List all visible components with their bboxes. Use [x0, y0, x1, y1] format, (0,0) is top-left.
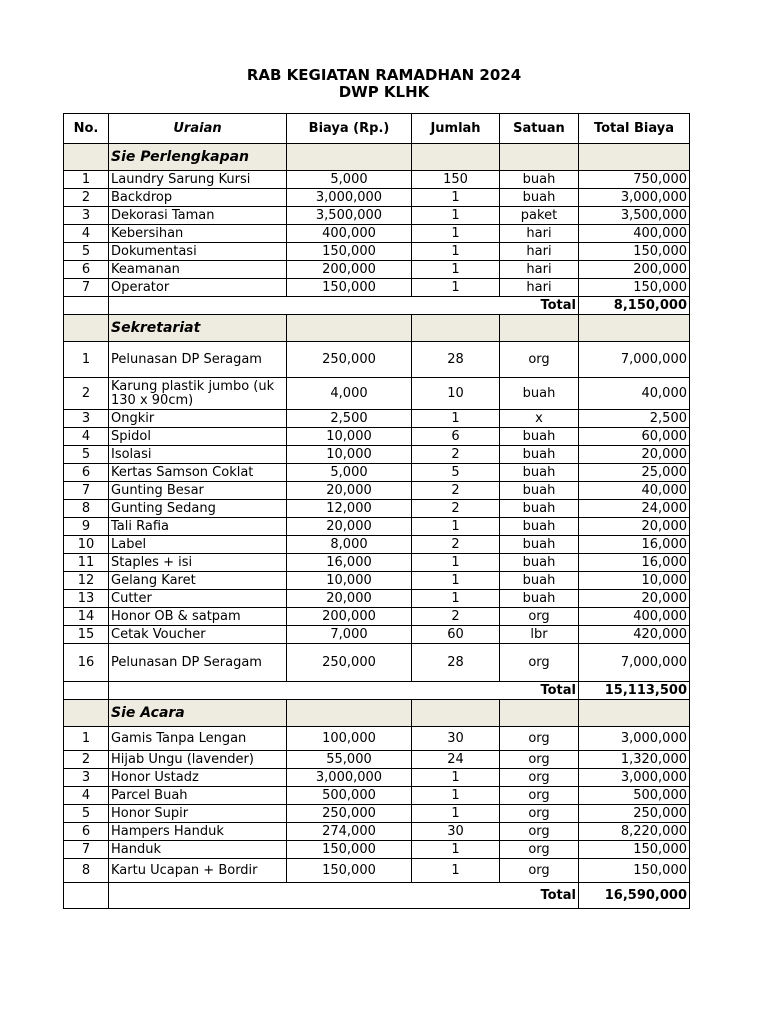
- item-no: 11: [64, 554, 109, 572]
- item-satuan: buah: [500, 590, 579, 608]
- item-jumlah: 1: [412, 805, 500, 823]
- document-subtitle: DWP KLHK: [338, 83, 430, 101]
- item-biaya: 8,000: [287, 536, 412, 554]
- item-uraian: Honor Supir: [109, 805, 287, 823]
- table-row: [64, 207, 690, 225]
- item-total: 7,000,000: [579, 342, 690, 378]
- table-header-row: [64, 114, 690, 144]
- budget-table: [63, 113, 690, 909]
- item-no: 5: [64, 243, 109, 261]
- item-total: 400,000: [579, 608, 690, 626]
- item-total: 400,000: [579, 225, 690, 243]
- section-header-row: [64, 144, 690, 171]
- item-biaya: 400,000: [287, 225, 412, 243]
- item-jumlah: 1: [412, 518, 500, 536]
- item-jumlah: 1: [412, 841, 500, 859]
- item-uraian: Honor OB & satpam: [109, 608, 287, 626]
- item-uraian: Label: [109, 536, 287, 554]
- item-no: 1: [64, 727, 109, 751]
- section-total-value: 8,150,000: [579, 297, 690, 315]
- item-no: 4: [64, 225, 109, 243]
- item-no: 3: [64, 769, 109, 787]
- section-empty-cell: [412, 144, 500, 171]
- item-satuan: org: [500, 805, 579, 823]
- item-biaya: 20,000: [287, 482, 412, 500]
- table-body: [64, 144, 690, 909]
- table-row: [64, 608, 690, 626]
- table-row: [64, 626, 690, 644]
- table-row: [64, 261, 690, 279]
- item-satuan: buah: [500, 500, 579, 518]
- item-jumlah: 1: [412, 787, 500, 805]
- item-uraian: Pelunasan DP Seragam: [109, 342, 287, 378]
- item-satuan: hari: [500, 243, 579, 261]
- item-jumlah: 1: [412, 769, 500, 787]
- item-biaya: 500,000: [287, 787, 412, 805]
- item-satuan: buah: [500, 378, 579, 410]
- item-satuan: org: [500, 823, 579, 841]
- item-uraian: Parcel Buah: [109, 787, 287, 805]
- item-satuan: buah: [500, 171, 579, 189]
- item-jumlah: 1: [412, 590, 500, 608]
- item-satuan: org: [500, 644, 579, 682]
- item-biaya: 10,000: [287, 428, 412, 446]
- section-empty-cell: [287, 315, 412, 342]
- item-no: 3: [64, 410, 109, 428]
- item-no: 6: [64, 464, 109, 482]
- item-uraian: Gunting Besar: [109, 482, 287, 500]
- item-total: 2,500: [579, 410, 690, 428]
- item-total: 7,000,000: [579, 644, 690, 682]
- table-row: [64, 590, 690, 608]
- table-row: [64, 823, 690, 841]
- table-row: [64, 805, 690, 823]
- item-jumlah: 2: [412, 608, 500, 626]
- item-uraian: Staples + isi: [109, 554, 287, 572]
- header-total-biaya: Total Biaya: [579, 114, 690, 144]
- item-uraian: Spidol: [109, 428, 287, 446]
- item-jumlah: 1: [412, 261, 500, 279]
- item-biaya: 12,000: [287, 500, 412, 518]
- item-satuan: buah: [500, 554, 579, 572]
- item-total: 750,000: [579, 171, 690, 189]
- item-no: 13: [64, 590, 109, 608]
- item-uraian: Dekorasi Taman: [109, 207, 287, 225]
- item-total: 40,000: [579, 378, 690, 410]
- item-uraian: Hijab Ungu (lavender): [109, 751, 287, 769]
- item-total: 250,000: [579, 805, 690, 823]
- item-total: 1,320,000: [579, 751, 690, 769]
- item-biaya: 2,500: [287, 410, 412, 428]
- item-biaya: 55,000: [287, 751, 412, 769]
- item-uraian: Tali Rafia: [109, 518, 287, 536]
- item-biaya: 5,000: [287, 171, 412, 189]
- item-no: 2: [64, 189, 109, 207]
- item-biaya: 3,500,000: [287, 207, 412, 225]
- header-satuan: Satuan: [500, 114, 579, 144]
- header-uraian: Uraian: [109, 114, 287, 144]
- table-row: [64, 787, 690, 805]
- item-jumlah: 28: [412, 342, 500, 378]
- item-total: 200,000: [579, 261, 690, 279]
- section-empty-cell: [579, 700, 690, 727]
- item-biaya: 200,000: [287, 261, 412, 279]
- item-biaya: 200,000: [287, 608, 412, 626]
- section-empty-cell: [412, 315, 500, 342]
- item-biaya: 3,000,000: [287, 189, 412, 207]
- item-satuan: buah: [500, 189, 579, 207]
- total-empty-no: [64, 883, 109, 909]
- item-jumlah: 150: [412, 171, 500, 189]
- item-biaya: 150,000: [287, 859, 412, 883]
- item-no: 6: [64, 823, 109, 841]
- item-satuan: x: [500, 410, 579, 428]
- item-uraian: Karung plastik jumbo (uk 130 x 90cm): [109, 378, 287, 410]
- section-empty-cell: [500, 700, 579, 727]
- item-satuan: org: [500, 841, 579, 859]
- item-no: 8: [64, 859, 109, 883]
- item-biaya: 250,000: [287, 342, 412, 378]
- item-uraian: Ongkir: [109, 410, 287, 428]
- item-total: 150,000: [579, 841, 690, 859]
- total-empty-no: [64, 682, 109, 700]
- table-row: [64, 428, 690, 446]
- item-biaya: 10,000: [287, 572, 412, 590]
- section-header-row: [64, 315, 690, 342]
- item-biaya: 250,000: [287, 805, 412, 823]
- item-satuan: buah: [500, 518, 579, 536]
- item-no: 5: [64, 446, 109, 464]
- item-uraian: Kebersihan: [109, 225, 287, 243]
- item-biaya: 274,000: [287, 823, 412, 841]
- table-row: [64, 410, 690, 428]
- item-jumlah: 30: [412, 823, 500, 841]
- item-no: 1: [64, 171, 109, 189]
- item-no: 1: [64, 342, 109, 378]
- header-biaya: Biaya (Rp.): [287, 114, 412, 144]
- section-empty-cell: [287, 700, 412, 727]
- item-no: 7: [64, 841, 109, 859]
- item-jumlah: 1: [412, 572, 500, 590]
- item-biaya: 150,000: [287, 841, 412, 859]
- section-total-row: [64, 297, 690, 315]
- table-row: [64, 342, 690, 378]
- item-jumlah: 60: [412, 626, 500, 644]
- table-row: [64, 554, 690, 572]
- item-total: 3,000,000: [579, 769, 690, 787]
- table-row: [64, 644, 690, 682]
- item-total: 420,000: [579, 626, 690, 644]
- item-uraian: Cetak Voucher: [109, 626, 287, 644]
- section-no-cell: [64, 700, 109, 727]
- item-jumlah: 2: [412, 482, 500, 500]
- item-biaya: 3,000,000: [287, 769, 412, 787]
- item-biaya: 20,000: [287, 518, 412, 536]
- item-uraian: Laundry Sarung Kursi: [109, 171, 287, 189]
- section-total-row: [64, 682, 690, 700]
- item-total: 60,000: [579, 428, 690, 446]
- item-satuan: buah: [500, 464, 579, 482]
- section-header-row: [64, 700, 690, 727]
- item-biaya: 16,000: [287, 554, 412, 572]
- item-uraian: Backdrop: [109, 189, 287, 207]
- item-jumlah: 6: [412, 428, 500, 446]
- item-biaya: 100,000: [287, 727, 412, 751]
- item-uraian: Gunting Sedang: [109, 500, 287, 518]
- item-satuan: org: [500, 769, 579, 787]
- item-total: 500,000: [579, 787, 690, 805]
- item-total: 3,000,000: [579, 727, 690, 751]
- item-biaya: 150,000: [287, 279, 412, 297]
- table-row: [64, 518, 690, 536]
- item-no: 14: [64, 608, 109, 626]
- item-total: 20,000: [579, 446, 690, 464]
- item-biaya: 20,000: [287, 590, 412, 608]
- item-uraian: Dokumentasi: [109, 243, 287, 261]
- section-empty-cell: [412, 700, 500, 727]
- section-no-cell: [64, 315, 109, 342]
- table-row: [64, 859, 690, 883]
- item-uraian: Hampers Handuk: [109, 823, 287, 841]
- item-satuan: org: [500, 751, 579, 769]
- item-total: 150,000: [579, 279, 690, 297]
- item-no: 15: [64, 626, 109, 644]
- item-no: 3: [64, 207, 109, 225]
- item-satuan: org: [500, 342, 579, 378]
- item-jumlah: 1: [412, 554, 500, 572]
- item-satuan: hari: [500, 279, 579, 297]
- item-jumlah: 30: [412, 727, 500, 751]
- header-jumlah: Jumlah: [412, 114, 500, 144]
- item-biaya: 7,000: [287, 626, 412, 644]
- item-jumlah: 2: [412, 500, 500, 518]
- item-biaya: 5,000: [287, 464, 412, 482]
- item-satuan: hari: [500, 261, 579, 279]
- item-no: 9: [64, 518, 109, 536]
- item-no: 6: [64, 261, 109, 279]
- item-total: 8,220,000: [579, 823, 690, 841]
- item-biaya: 4,000: [287, 378, 412, 410]
- item-total: 40,000: [579, 482, 690, 500]
- item-no: 12: [64, 572, 109, 590]
- item-satuan: buah: [500, 428, 579, 446]
- section-empty-cell: [287, 144, 412, 171]
- table-row: [64, 279, 690, 297]
- table-row: [64, 189, 690, 207]
- item-no: 7: [64, 482, 109, 500]
- item-total: 25,000: [579, 464, 690, 482]
- item-total: 150,000: [579, 243, 690, 261]
- table-row: [64, 572, 690, 590]
- table-row: [64, 243, 690, 261]
- item-total: 24,000: [579, 500, 690, 518]
- section-total-label: Total: [109, 883, 579, 909]
- item-total: 16,000: [579, 554, 690, 572]
- table-row: [64, 482, 690, 500]
- item-jumlah: 2: [412, 536, 500, 554]
- item-satuan: buah: [500, 446, 579, 464]
- item-jumlah: 1: [412, 207, 500, 225]
- item-uraian: Kartu Ucapan + Bordir: [109, 859, 287, 883]
- item-total: 3,500,000: [579, 207, 690, 225]
- item-uraian: Kertas Samson Coklat: [109, 464, 287, 482]
- section-total-value: 15,113,500: [579, 682, 690, 700]
- table-row: [64, 751, 690, 769]
- item-uraian: Pelunasan DP Seragam: [109, 644, 287, 682]
- document-title: RAB KEGIATAN RAMADHAN 2024: [246, 66, 522, 84]
- item-jumlah: 28: [412, 644, 500, 682]
- item-satuan: org: [500, 727, 579, 751]
- section-total-row: [64, 883, 690, 909]
- item-total: 3,000,000: [579, 189, 690, 207]
- section-name: Sie Perlengkapan: [109, 144, 287, 171]
- total-empty-no: [64, 297, 109, 315]
- item-total: 10,000: [579, 572, 690, 590]
- section-empty-cell: [500, 315, 579, 342]
- table-row: [64, 225, 690, 243]
- item-uraian: Honor Ustadz: [109, 769, 287, 787]
- item-jumlah: 1: [412, 279, 500, 297]
- item-jumlah: 1: [412, 243, 500, 261]
- item-uraian: Cutter: [109, 590, 287, 608]
- item-total: 150,000: [579, 859, 690, 883]
- item-jumlah: 1: [412, 410, 500, 428]
- item-uraian: Handuk: [109, 841, 287, 859]
- table-row: [64, 378, 690, 410]
- table-row: [64, 727, 690, 751]
- table-row: [64, 171, 690, 189]
- item-uraian: Isolasi: [109, 446, 287, 464]
- item-no: 4: [64, 787, 109, 805]
- section-name: Sie Acara: [109, 700, 287, 727]
- item-total: 16,000: [579, 536, 690, 554]
- table-row: [64, 769, 690, 787]
- header-no: No.: [64, 114, 109, 144]
- section-empty-cell: [500, 144, 579, 171]
- item-jumlah: 24: [412, 751, 500, 769]
- section-empty-cell: [579, 144, 690, 171]
- item-uraian: Gelang Karet: [109, 572, 287, 590]
- item-biaya: 150,000: [287, 243, 412, 261]
- item-no: 8: [64, 500, 109, 518]
- item-satuan: buah: [500, 572, 579, 590]
- section-no-cell: [64, 144, 109, 171]
- item-satuan: buah: [500, 536, 579, 554]
- item-uraian: Keamanan: [109, 261, 287, 279]
- item-total: 20,000: [579, 518, 690, 536]
- item-biaya: 10,000: [287, 446, 412, 464]
- item-no: 7: [64, 279, 109, 297]
- item-biaya: 250,000: [287, 644, 412, 682]
- section-name: Sekretariat: [109, 315, 287, 342]
- item-jumlah: 2: [412, 446, 500, 464]
- item-satuan: buah: [500, 482, 579, 500]
- item-no: 10: [64, 536, 109, 554]
- table-row: [64, 500, 690, 518]
- item-satuan: org: [500, 787, 579, 805]
- item-jumlah: 1: [412, 225, 500, 243]
- item-jumlah: 1: [412, 189, 500, 207]
- item-uraian: Gamis Tanpa Lengan: [109, 727, 287, 751]
- item-no: 2: [64, 751, 109, 769]
- section-total-label: Total: [109, 682, 579, 700]
- item-satuan: lbr: [500, 626, 579, 644]
- item-no: 2: [64, 378, 109, 410]
- item-total: 20,000: [579, 590, 690, 608]
- item-no: 4: [64, 428, 109, 446]
- item-jumlah: 10: [412, 378, 500, 410]
- section-total-value: 16,590,000: [579, 883, 690, 909]
- section-empty-cell: [579, 315, 690, 342]
- item-satuan: paket: [500, 207, 579, 225]
- item-no: 5: [64, 805, 109, 823]
- table-row: [64, 841, 690, 859]
- section-total-label: Total: [109, 297, 579, 315]
- table-row: [64, 464, 690, 482]
- item-uraian: Operator: [109, 279, 287, 297]
- item-satuan: org: [500, 608, 579, 626]
- table-row: [64, 446, 690, 464]
- item-jumlah: 5: [412, 464, 500, 482]
- item-satuan: org: [500, 859, 579, 883]
- item-jumlah: 1: [412, 859, 500, 883]
- table-row: [64, 536, 690, 554]
- item-no: 16: [64, 644, 109, 682]
- item-satuan: hari: [500, 225, 579, 243]
